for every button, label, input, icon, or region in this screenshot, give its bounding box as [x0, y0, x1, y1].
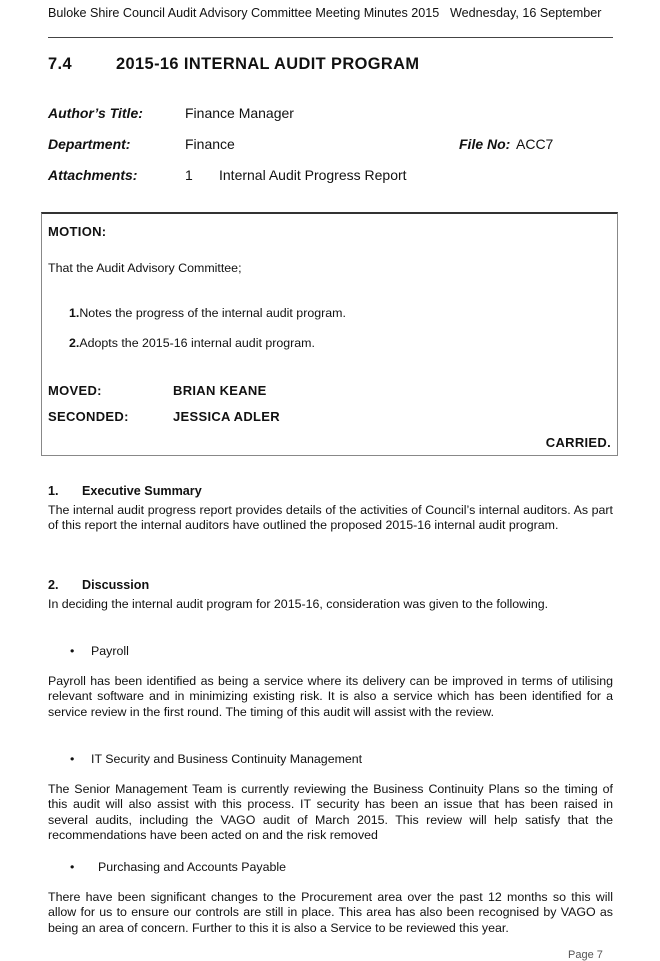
author-value: Finance Manager [185, 105, 294, 121]
section-title: Discussion [82, 578, 150, 592]
payroll-paragraph: Payroll has been identified as being a service where its delivery can be improved in terms of utilising relevant software and in minimizing existing risk. It is also a service which has been identified for a service review in the first round. The timing of this audit will assist with the review. [48, 674, 613, 719]
running-header-date: Wednesday, 16 September [450, 6, 602, 20]
section-number: 1. [48, 484, 59, 498]
motion-item-number: 1. [69, 306, 80, 320]
motion-item-number: 2. [69, 336, 80, 350]
it-security-paragraph: The Senior Management Team is currently reviewing the Business Continuity Plans so the timing of this audit will also assist with this process. IT security has been an issue that has been raised in several audits, including the VAGO audit of March 2015. This review will help satisfy that the recommendations have been acted on and the risk removed [48, 782, 613, 842]
department-label: Department: [48, 136, 131, 152]
seconded-value: JESSICA ADLER [173, 409, 280, 424]
author-label: Author’s Title: [48, 105, 143, 121]
header-divider [48, 37, 613, 38]
motion-item-text: Adopts the 2015-16 internal audit program. [79, 336, 315, 350]
attachment-number: 1 [185, 167, 193, 183]
bullet-glyph: • [70, 860, 75, 874]
motion-item [69, 306, 346, 320]
bullet-label: Purchasing and Accounts Payable [98, 860, 287, 874]
motion-box [41, 212, 618, 456]
motion-item-text: Notes the progress of the internal audit program. [79, 306, 346, 320]
motion-item [69, 336, 315, 350]
file-no-label: File No: [459, 136, 511, 152]
seconded-label: SECONDED: [48, 409, 129, 424]
moved-label: MOVED: [48, 383, 102, 398]
motion-intro: That the Audit Advisory Committee; [48, 261, 242, 275]
motion-heading: MOTION: [48, 224, 107, 239]
bullet-glyph: • [70, 752, 75, 766]
attachment-link[interactable]: Internal Audit Progress Report [219, 167, 407, 183]
section-number: 2. [48, 578, 59, 592]
page-number: Page 7 [568, 949, 603, 961]
moved-value: BRIAN KEANE [173, 383, 267, 398]
attachments-label: Attachments: [48, 167, 138, 183]
item-heading: 2015-16 INTERNAL AUDIT PROGRAM [116, 55, 420, 73]
section-title: Executive Summary [82, 484, 202, 498]
motion-result: CARRIED. [545, 435, 611, 450]
purchasing-paragraph: There have been significant changes to the Procurement area over the past 12 months so this will allow for us to ensure our controls are still in place. This area has also been recognised by VAGO as being an area of concern. Further to this it is also a Service to be reviewed this year. [48, 890, 613, 935]
bullet-label: Payroll [91, 644, 129, 658]
executive-summary-paragraph: The internal audit progress report provides details of the activities of Council’s internal auditors. As part of this report the internal auditors have outlined the proposed 2015-16 internal audit program. [48, 503, 613, 533]
item-number: 7.4 [48, 55, 72, 73]
running-header-title: Buloke Shire Council Audit Advisory Committee Meeting Minutes 2015 [48, 6, 440, 20]
department-value: Finance [185, 136, 235, 152]
discussion-intro: In deciding the internal audit program for 2015-16, consideration was given to the following. [48, 597, 549, 611]
bullet-glyph: • [70, 644, 75, 658]
bullet-label: IT Security and Business Continuity Management [91, 752, 363, 766]
file-no-value: ACC7 [516, 136, 554, 152]
